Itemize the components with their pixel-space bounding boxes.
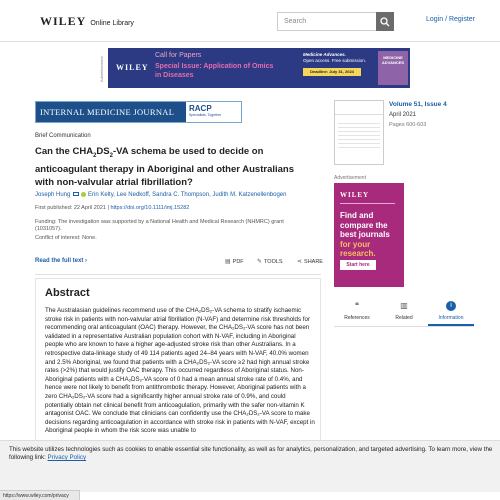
share-icon: ⋖: [297, 259, 303, 265]
racp-tagline: Specialists. Together: [189, 113, 222, 117]
pdf-label: PDF: [232, 258, 244, 265]
issue-pages: Pages 600-603: [389, 122, 427, 128]
doi-link[interactable]: https://doi.org/10.1111/imj.15282: [110, 205, 190, 211]
title-part: Can the CHA: [35, 146, 94, 157]
first-published: First published: 22 April 2021: [35, 205, 106, 211]
abstract-section: [35, 278, 321, 448]
side-ad-label: Advertisement: [334, 175, 366, 181]
banner-open-access: Open access. Free submission.: [303, 58, 367, 63]
title-part: DS: [96, 146, 110, 157]
racp-logo: [186, 102, 241, 122]
side-ad-line1: Find and compare the best journals: [340, 211, 390, 239]
tab-related[interactable]: [381, 298, 427, 326]
logo-brand: WILEY: [40, 14, 87, 28]
logo-suffix: Online Library: [90, 20, 134, 27]
search-input[interactable]: Search: [277, 12, 377, 31]
tab-label: References: [344, 315, 370, 321]
tab-label: Information: [438, 315, 464, 321]
tabs-underline: [334, 326, 474, 327]
tab-label: Related: [395, 315, 413, 321]
banner-brand: WILEY: [116, 63, 149, 72]
tools-button[interactable]: [257, 258, 283, 265]
search-icon: [380, 17, 390, 27]
author-list: [35, 191, 303, 199]
tab-information[interactable]: [428, 298, 474, 326]
conflict-note: Conflict of interest: None.: [35, 235, 97, 241]
orcid-icon[interactable]: [81, 192, 86, 197]
privacy-policy-link[interactable]: Privacy Policy: [47, 454, 87, 461]
banner-tagline: Medicine Advances.: [303, 52, 346, 57]
title-sub: 2: [93, 152, 97, 159]
abstract-heading: Abstract: [45, 287, 90, 299]
pdf-icon: ▤: [225, 259, 231, 265]
side-ad-brand: WILEY: [340, 191, 370, 199]
journal-cover-thumbnail[interactable]: [334, 100, 384, 165]
cookie-message: This website utilizes technologies such as cookies to enable essential site functionality, as well as for analytics, personalization, and targeted advertising. To learn more, view the following link:: [9, 446, 493, 461]
start-here-button[interactable]: Start here: [340, 260, 376, 270]
side-ad[interactable]: [334, 183, 404, 287]
publication-info: [35, 205, 189, 211]
related-icon: ▥: [400, 301, 408, 310]
side-ad-copy: [340, 211, 400, 259]
title-sub: 2: [109, 152, 113, 159]
abstract-text: The Australasian guidelines recommend use of the CHA₂DS₂-VA schema to stratify ischaemic stroke risk in patients with non-valvular atrial fibrillation (N-VAF) and determine risk thresholds for recommending oral anticoagulant (OAC) therapy. However, the CHA₂DS₂-VA score has not been validated in a representative Australian population cohort with N-VAF, including in Aboriginal people who are known to have a higher age-adjusted stroke risk than other Australians. In a retrospective data-linkage study of 49 114 patients aged 24–84 years with N-VAF, 40.0% women and 2.5% Aboriginal, we found that patients with a CHA₂DS₂-VA score ≥2 had high annual stroke rates (>2%) that would justify OAC therapy. This occurred regardless of Aboriginal status. Non-Aboriginal patients with a CHA₂DS₂-VA score of 0 had a mean annual stroke rate of 0.4%, and hence were not likely to benefit from antithrombotic therapy. However, Aboriginal patients with a zero CHA₂DS₂-VA score had a significantly higher annual stroke rate of 0.9%, and could potentially obtain net clinical benefit from anticoagulation, primarily with the safer non-vitamin K antagonist OAC. We conclude that clinicians can confidently use the CHA₂DS₂-VA score to make decisions regarding anticoagulation in accordance with stroke risk in patients with N-VAF, except in Aboriginal people in whom the risk score was unable to: [45, 307, 315, 435]
pub-separator: |: [107, 205, 111, 211]
banner-ad-label: Advertisement: [99, 56, 104, 82]
read-full-text-link[interactable]: [35, 258, 87, 264]
cover-header: [335, 101, 383, 115]
funding-note: Funding: The investigation was supported by a National Health and Medical Research (NHMRC) grant (1031057).: [35, 219, 284, 232]
info-icon: i: [446, 301, 456, 311]
side-tabs: [334, 298, 474, 326]
cover-title-art: [335, 115, 383, 117]
references-icon: ❝: [354, 301, 360, 310]
article-type: Brief Communication: [35, 133, 91, 139]
divider: [35, 274, 321, 275]
tools-label: TOOLS: [264, 258, 283, 265]
email-icon[interactable]: [73, 192, 79, 196]
search-button[interactable]: [376, 12, 394, 31]
share-label: SHARE: [304, 258, 323, 265]
title-part: -VA schema be used to decide on anticoagulant therapy in Aboriginal and other Australians with non-valvular atrial fibrillation?: [35, 146, 294, 188]
banner-ad[interactable]: [108, 48, 410, 88]
banner-right: [303, 52, 375, 76]
author-link[interactable]: Joseph Hung: [35, 192, 71, 198]
site-header: [0, 0, 500, 42]
tab-references[interactable]: [334, 298, 380, 326]
side-ad-line2: for your research.: [340, 239, 376, 258]
login-register-link[interactable]: Login / Register: [426, 16, 476, 23]
status-bar-url: https://www.wiley.com/privacy: [0, 490, 80, 500]
banner-call: Call for Papers: [155, 52, 202, 59]
banner-special: Special Issue: Application of Omics in Diseases: [155, 63, 274, 79]
chevron-right-icon: ›: [85, 258, 88, 264]
pdf-button[interactable]: [225, 258, 244, 265]
share-button[interactable]: [297, 258, 323, 265]
issue-date: April 2021: [389, 112, 417, 118]
journal-name: INTERNAL MEDICINE JOURNAL: [36, 102, 186, 122]
side-ad-rule: [340, 203, 395, 204]
cover-lines: [338, 120, 380, 150]
racp-name: RACP: [189, 104, 212, 113]
article-title: [35, 145, 303, 189]
wrench-icon: ✎: [257, 259, 263, 265]
read-full-label: Read the full text: [35, 258, 84, 264]
banner-deadline: Deadline: July 31, 2024: [303, 68, 361, 76]
banner-journal-cover: MEDICINE ADVANCES: [378, 51, 408, 85]
author-links[interactable]: Erin Kelty, Lee Nedkoff, Sandra C. Thompson, Judith M. Katzenellenbogen: [88, 192, 287, 198]
wiley-logo[interactable]: [40, 14, 134, 29]
cookie-banner: [0, 440, 500, 492]
journal-banner[interactable]: [35, 101, 242, 123]
issue-volume-link[interactable]: Volume 51, Issue 4: [389, 101, 447, 108]
cookie-text: [9, 446, 494, 462]
